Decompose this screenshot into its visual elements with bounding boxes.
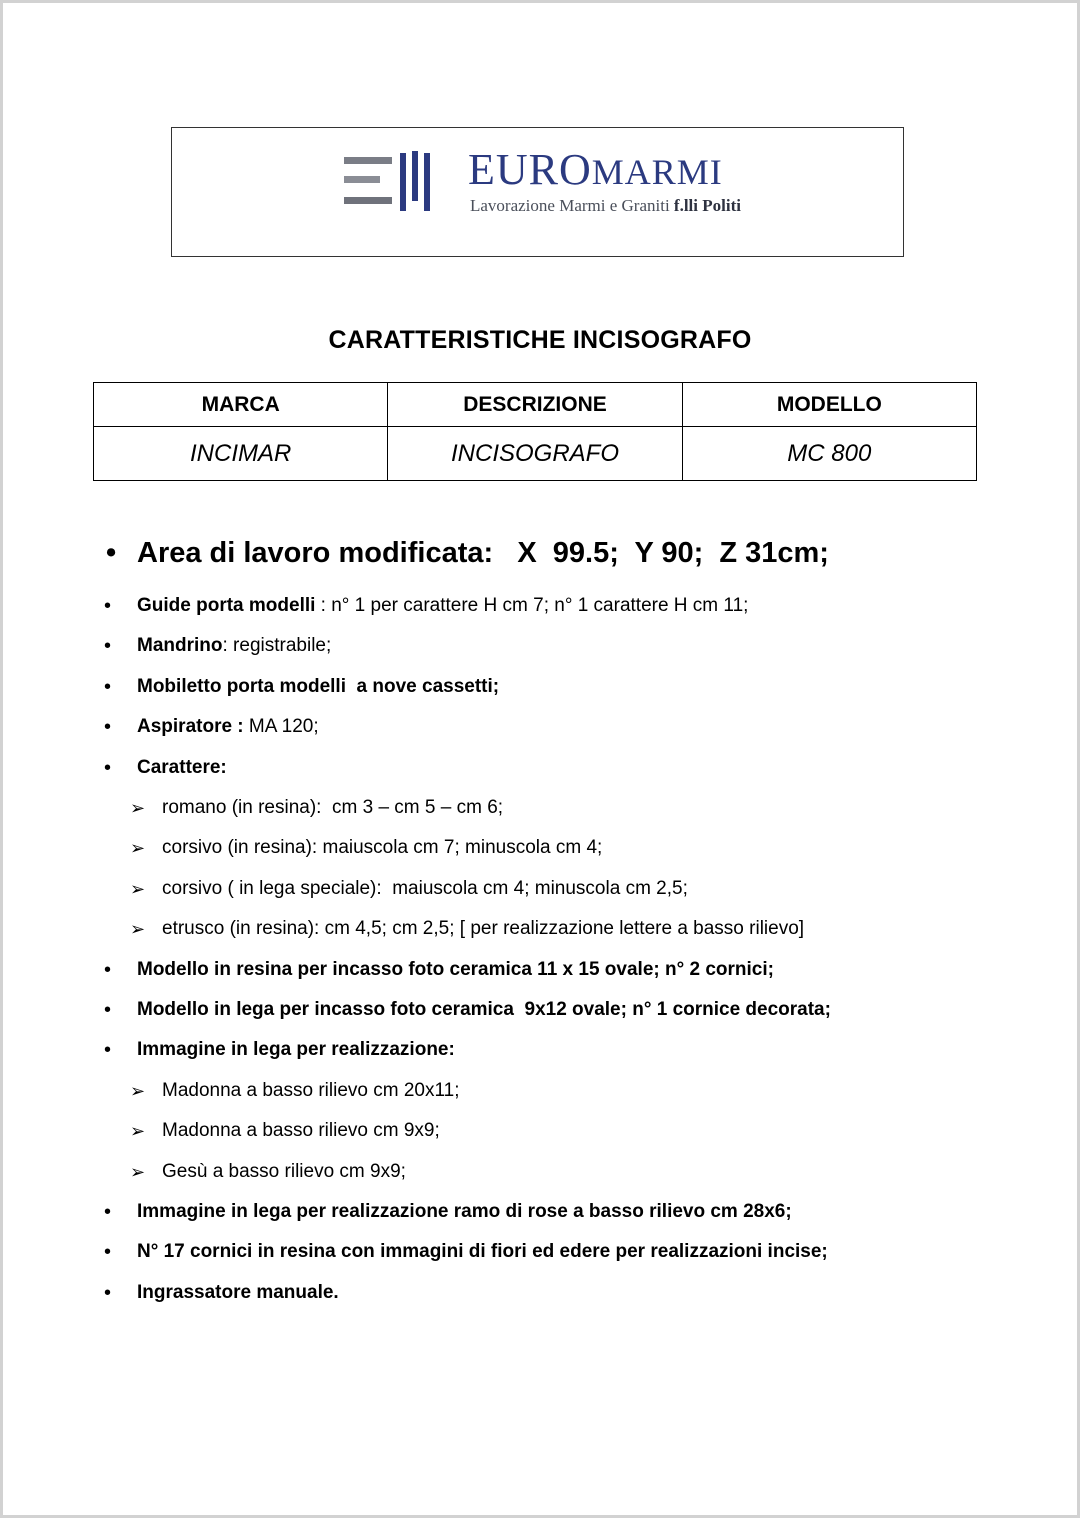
bullet-icon: •: [106, 537, 117, 569]
item-bold-text: Aspiratore :: [137, 716, 244, 738]
arrow-bullet-icon: ➢: [130, 878, 146, 899]
item-bold-text: Modello in lega per incasso foto ceramica 9x12 ovale; n° 1 cornice decorata;: [137, 999, 831, 1020]
item-text: [137, 1278, 339, 1308]
item-bold-text: Modello in resina per incasso foto ceramica 11 x 15 ovale; n° 2 cornici;: [137, 958, 774, 980]
spec-table: [93, 382, 977, 481]
main-list-item: [106, 537, 829, 570]
item-text: [137, 1035, 455, 1065]
page-title: CARATTERISTICHE INCISOGRAFO: [328, 326, 752, 354]
main-item-text: Area di lavoro modificata: X 99.5; Y 90; Z 31cm;: [137, 537, 829, 569]
brand-euro: EURO: [468, 145, 592, 194]
tagline-bold: f.lli Politi: [673, 196, 741, 215]
arrow-bullet-icon: ➢: [130, 1161, 146, 1182]
item-bold-text: Mandrino: [137, 635, 223, 657]
item-bold-text: Immagine in lega per realizzazione ramo di rose a basso rilievo cm 28x6;: [137, 1201, 792, 1222]
item-regular-text: : registrabile;: [222, 635, 332, 657]
item-text: [137, 1197, 792, 1227]
item-text: [137, 631, 331, 661]
item-text: [137, 955, 774, 985]
item-bold-text: N° 17 cornici in resina con immagini di fiori ed edere per realizzazioni incise;: [137, 1241, 828, 1263]
sub-item-text: corsivo (in resina): maiuscola cm 7; minuscola cm 4;: [162, 837, 603, 859]
item-bold-text: Mobiletto porta modelli a nove cassetti;: [137, 675, 500, 697]
sub-item-text: Madonna a basso rilievo cm 20x11;: [162, 1079, 460, 1101]
item-text: [137, 712, 319, 742]
item-bold-text: Ingrassatore manuale.: [137, 1281, 339, 1303]
item-bold-text: Carattere:: [137, 756, 227, 778]
cell-descrizione: INCISOGRAFO: [388, 427, 682, 481]
bullet-icon: •: [104, 1241, 112, 1264]
arrow-bullet-icon: ➢: [130, 919, 146, 940]
bullet-icon: •: [104, 999, 112, 1021]
header-descrizione: DESCRIZIONE: [388, 383, 682, 427]
item-text: [137, 672, 499, 702]
sub-item-text: romano (in resina): cm 3 – cm 5 – cm 6;: [162, 797, 504, 818]
item-text: [137, 753, 227, 783]
arrow-bullet-icon: ➢: [130, 838, 146, 859]
table-header-row: [94, 383, 977, 427]
arrow-bullet-icon: ➢: [130, 1080, 146, 1101]
item-text: [137, 995, 831, 1025]
bullet-icon: •: [104, 1281, 112, 1304]
cell-modello: MC 800: [682, 427, 976, 481]
table-row: [94, 427, 977, 481]
brand-marmi: MARMI: [591, 152, 723, 192]
euromarmi-logo-mark-icon: [342, 151, 430, 215]
item-regular-text: MA 120;: [243, 716, 319, 738]
bullet-icon: •: [104, 958, 112, 981]
sub-item-text: etrusco (in resina): cm 4,5; cm 2,5; [ per realizzazione lettere a basso rilievo]: [162, 918, 805, 940]
header-marca: MARCA: [94, 383, 388, 427]
item-regular-text: : n° 1 per carattere H cm 7; n° 1 carattere H cm 11;: [315, 595, 749, 616]
bullet-icon: •: [104, 595, 112, 617]
item-bold-text: Guide porta modelli: [137, 595, 316, 616]
item-text: [137, 591, 748, 621]
sub-item-text: Madonna a basso rilievo cm 9x9;: [162, 1120, 440, 1142]
tagline-regular: Lavorazione Marmi e Graniti: [470, 196, 674, 215]
cell-marca: INCIMAR: [94, 427, 388, 481]
sub-item-text: corsivo ( in lega speciale): maiuscola cm 4; minuscola cm 2,5;: [162, 877, 688, 899]
bullet-icon: •: [104, 716, 112, 739]
item-bold-text: Immagine in lega per realizzazione:: [137, 1039, 455, 1061]
header-modello: MODELLO: [682, 383, 976, 427]
bullet-icon: •: [104, 1201, 112, 1223]
bullet-icon: •: [104, 635, 112, 658]
bullet-icon: •: [104, 675, 112, 698]
sub-item-text: Gesù a basso rilievo cm 9x9;: [162, 1160, 406, 1182]
item-text: [137, 1237, 828, 1267]
brand-tagline: [470, 196, 741, 216]
arrow-bullet-icon: ➢: [130, 1121, 146, 1142]
arrow-bullet-icon: ➢: [130, 798, 146, 818]
brand-name: [468, 145, 723, 194]
bullet-icon: •: [104, 756, 112, 779]
logo-box: [171, 127, 904, 257]
bullet-icon: •: [104, 1039, 112, 1062]
